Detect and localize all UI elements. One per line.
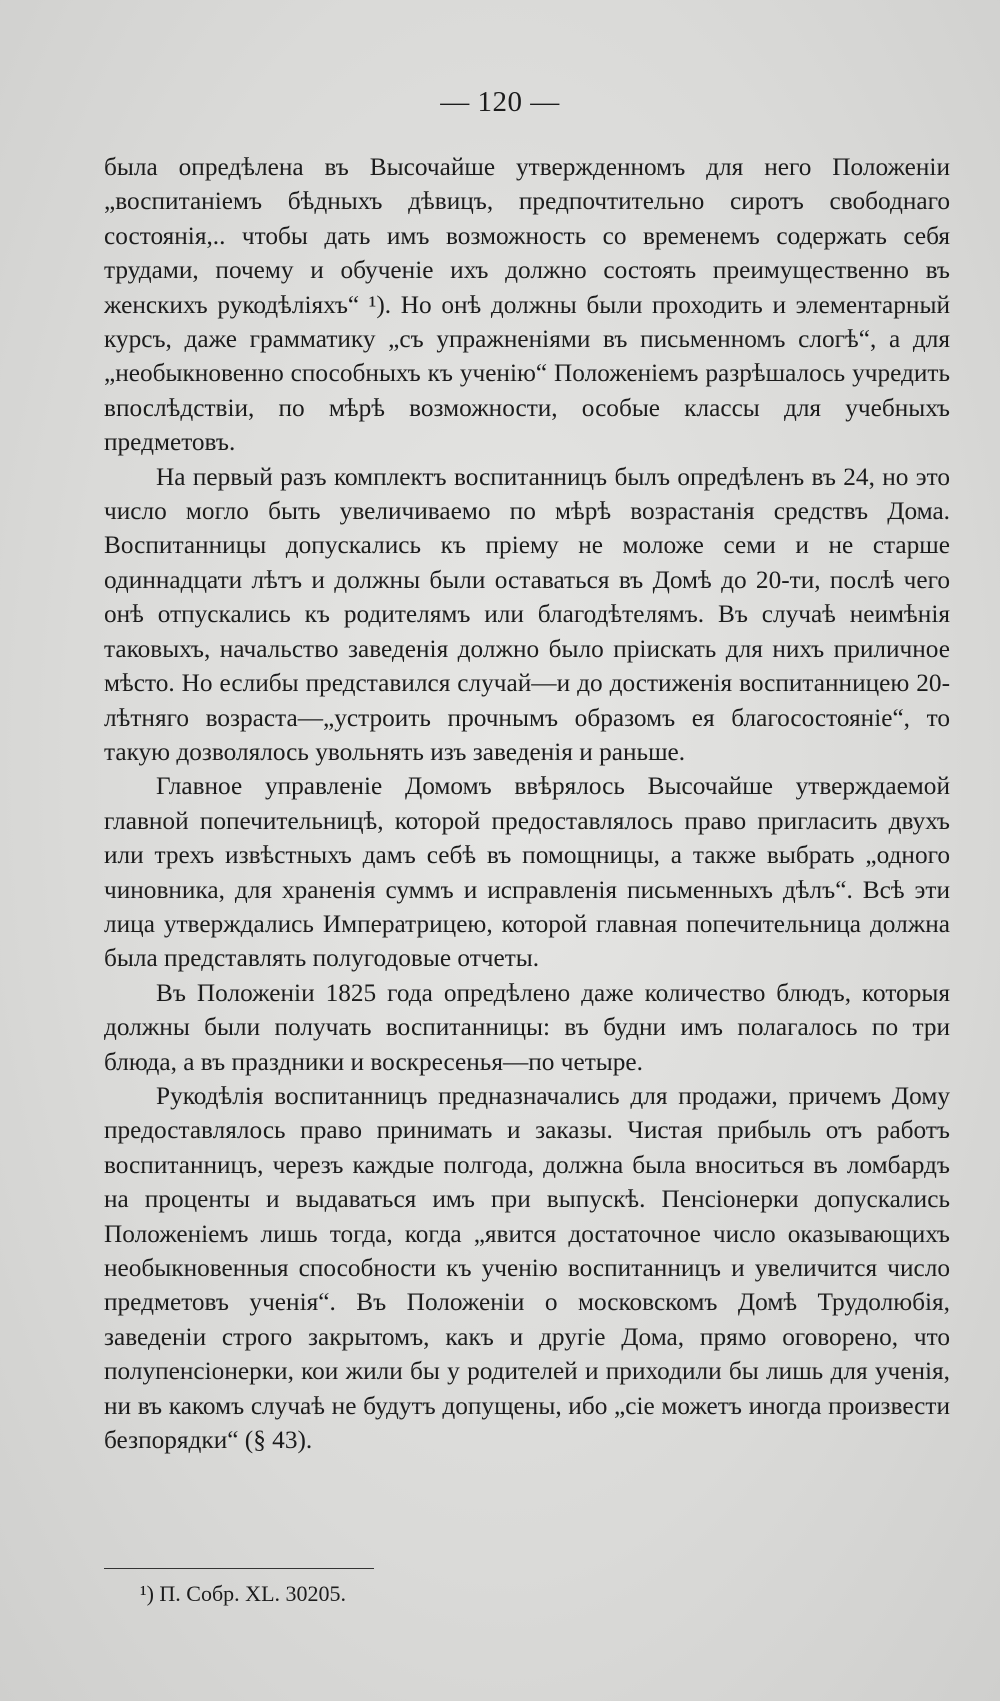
paragraph-4: Въ Положеніи 1825 года опредѣлено даже количество блюдъ, которыя должны были получать воспитанницы: въ будни имъ полагалось по три блюда, а въ праздники и воскресенья—по четыре. xyxy=(104,978,950,1076)
page-number: — 120 — xyxy=(440,86,560,118)
footnote: ¹) П. Собр. XL. 30205. xyxy=(140,1581,347,1606)
body-text xyxy=(104,150,950,1457)
paragraph-3: Главное управленіе Домомъ ввѣрялось Высочайше утверждаемой главной попечительницѣ, которой предоставлялось право пригласить двухъ или трехъ извѣстныхъ дамъ себѣ въ помощницы, а также выбрать „одного чиновника, для храненія суммъ и исправленія письменныхъ дѣлъ“. Всѣ эти лица утверждались Императрицею, которой главная попечительница должна была представлять полугодовые отчеты. xyxy=(104,772,950,973)
footnote-divider xyxy=(104,1568,374,1569)
paragraph-5: Рукодѣлія воспитанницъ предназначались для продажи, причемъ Дому предоставлялось право принимать и заказы. Чистая прибыль отъ работъ воспитанницъ, черезъ каждые полгода, должна была вноситься въ ломбардъ на проценты и выдаваться имъ при выпускѣ. Пенсіонерки допускались Положеніемъ лишь тогда, когда „явится достаточное число оказывающихъ необыкновенныя способности къ ученію воспитанницъ и увеличится число предметовъ ученія“. Въ Положеніи о московскомъ Домѣ Трудолюбія, заведеніи строго закрытомъ, какъ и другіе Дома, прямо оговорено, что полупенсіонерки, кои жили бы у родителей и приходили бы лишь для ученія, ни въ какомъ случаѣ не будутъ допущены, ибо „сіе можетъ иногда произвести безпорядки“ (§ 43). xyxy=(104,1081,950,1455)
paragraph-2: На первый разъ комплектъ воспитанницъ былъ опредѣленъ въ 24, но это число могло быть увеличиваемо по мѣрѣ возрастанія средствъ Дома. Воспитанницы допускались къ пріему не моложе семи и не старше одиннадцати лѣтъ и должны были оставаться въ Домѣ до 20-ти, послѣ чего онѣ отпускались къ родителямъ или благодѣтелямъ. Въ случаѣ неимѣнія таковыхъ, начальство заведенія должно было пріискать для нихъ приличное мѣсто. Но еслибы представился случай—и до достиженія воспитанницею 20-лѣтняго возраста—„устроить прочнымъ образомъ ея благосостояніе“, то такую дозволялось увольнять изъ заведенія и раньше. xyxy=(104,462,950,766)
paragraph-1: была опредѣлена въ Высочайше утвержденномъ для него Положеніи „воспитаніемъ бѣдныхъ дѣвицъ, предпочтительно сиротъ свободнаго состоянія,.. чтобы дать имъ возможность со временемъ содержать себя трудами, почему и обученіе ихъ должно состоять преимущественно въ женскихъ рукодѣліяхъ“ ¹). Но онѣ должны были проходить и элементарный курсъ, даже грамматику „съ упражненіями въ письменномъ слогѣ“, а для „необыкновенно способныхъ къ ученію“ Положеніемъ разрѣшалось учредить впослѣдствіи, по мѣрѣ возможности, особые классы для учебныхъ предметовъ. xyxy=(104,153,950,457)
